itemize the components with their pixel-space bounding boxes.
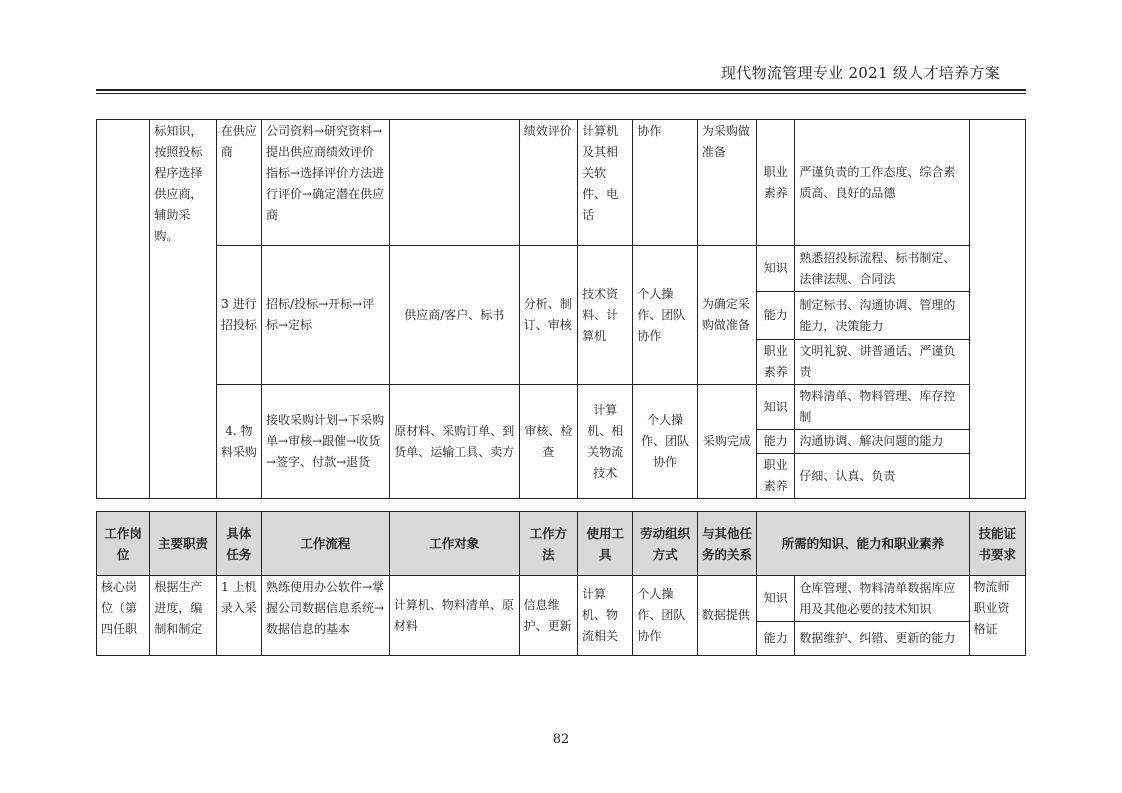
method-cell-2: 分析、制订、审核 (519, 246, 577, 385)
task-cell: 1 上机录入采 (216, 576, 261, 656)
header-duty: 主要职责 (150, 512, 216, 576)
tool-cell-1: 计算机及其相关软件、电话 (578, 120, 633, 246)
quality-value-2: 文明礼貌、讲普通话、严谨负责 (795, 340, 969, 385)
header-process: 工作流程 (262, 512, 390, 576)
quality-label-3: 职业素养 (757, 454, 795, 499)
task-cell-3: 4. 物料采购 (216, 385, 261, 499)
header-tool: 使用工具 (578, 512, 633, 576)
page-header-title: 现代物流管理专业 2021 级人才培养方案 (720, 64, 1000, 82)
ability-value-3: 沟通协调、解决问题的能力 (795, 430, 969, 454)
duty-cell: 标知识，按照投标程序选择供应商，辅助采购。 (150, 120, 216, 499)
org-cell: 个人操作、团队协作 (633, 576, 697, 656)
core-job-table (96, 511, 1026, 656)
org-cell-2: 个人操作、团队协作 (633, 246, 697, 385)
tool-cell: 计算机、物流相关 (578, 576, 633, 656)
relation-cell-2: 为确定采购做准备 (697, 246, 756, 385)
process-cell: 熟练使用办公软件→掌握公司数据信息系统→数据信息的基本 (262, 576, 390, 656)
cert-cell-blank (969, 120, 1025, 499)
ability-label-3: 能力 (757, 430, 795, 454)
header-requirements: 所需的知识、能力和职业素养 (757, 512, 969, 576)
knowledge-label-2: 知识 (757, 246, 795, 292)
knowledge-label-3: 知识 (757, 385, 795, 430)
method-cell-1: 绩效评价 (519, 120, 577, 246)
header-cert: 技能证书要求 (969, 512, 1025, 576)
process-cell-2: 招标/投标→开标→评标→定标 (262, 246, 390, 385)
quality-value-3: 仔细、认真、负责 (795, 454, 969, 499)
tool-cell-2: 技术资料、计算机 (578, 246, 633, 385)
process-cell-3: 接收采购计划→下采购单→审核→跟催→收货→签字、付款→退货 (262, 385, 390, 499)
knowledge-value-3: 物料清单、物料管理、库存控制 (795, 385, 969, 430)
ability-label: 能力 (757, 622, 795, 656)
object-cell-1 (389, 120, 519, 246)
relation-cell-1: 为采购做准备 (697, 120, 756, 246)
method-cell-3: 审核、检查 (519, 385, 577, 499)
post-cell: 核心岗位（第四任职 (97, 576, 150, 656)
duty-cell: 根据生产进度，编制和制定 (150, 576, 216, 656)
org-cell-3: 个人操作、团队协作 (633, 385, 697, 499)
header-rule-thick (96, 89, 1026, 91)
quality-label-1: 职业素养 (757, 120, 795, 246)
object-cell-3: 原材料、采购订单、到货单、运输工具、卖方 (389, 385, 519, 499)
ability-label-2: 能力 (757, 292, 795, 340)
header-object: 工作对象 (389, 512, 519, 576)
knowledge-value-2: 熟悉招投标流程、标书制定、法律法规、合同法 (795, 246, 969, 292)
org-cell-1: 协作 (633, 120, 697, 246)
knowledge-label: 知识 (757, 576, 795, 622)
continued-job-table (96, 119, 1026, 499)
header-method: 工作方法 (519, 512, 577, 576)
relation-cell-3: 采购完成 (697, 385, 756, 499)
quality-value-1: 严谨负责的工作态度、综合素质高、良好的品德 (795, 120, 969, 246)
post-cell-blank (97, 120, 150, 499)
task-cell-1: 在供应商 (216, 120, 261, 246)
header-org: 劳动组织方式 (633, 512, 697, 576)
header-task: 具体任务 (216, 512, 261, 576)
tool-cell-3: 计算机、相关物流技术 (578, 385, 633, 499)
header-rule-thin (96, 93, 1026, 94)
knowledge-value: 仓库管理、物料清单数据库应用及其他必要的技术知识 (795, 576, 969, 622)
ability-value: 数据维护、纠错、更新的能力 (795, 622, 969, 656)
relation-cell: 数据提供 (697, 576, 756, 656)
quality-label-2: 职业素养 (757, 340, 795, 385)
page-number: 82 (552, 732, 570, 747)
header-relation: 与其他任务的关系 (697, 512, 756, 576)
task-cell-2: 3 进行招投标 (216, 246, 261, 385)
object-cell: 计算机、物料清单、原材料 (389, 576, 519, 656)
header-post: 工作岗位 (97, 512, 150, 576)
ability-value-2: 制定标书、沟通协调、管理的能力，决策能力 (795, 292, 969, 340)
cert-cell: 物流师职业资格证 (969, 576, 1025, 656)
process-cell-1: 公司资料→研究资料→提出供应商绩效评价指标→选择评价方法进行评价→确定潜在供应商 (262, 120, 390, 246)
method-cell: 信息维护、更新 (519, 576, 577, 656)
object-cell-2: 供应商/客户、标书 (389, 246, 519, 385)
